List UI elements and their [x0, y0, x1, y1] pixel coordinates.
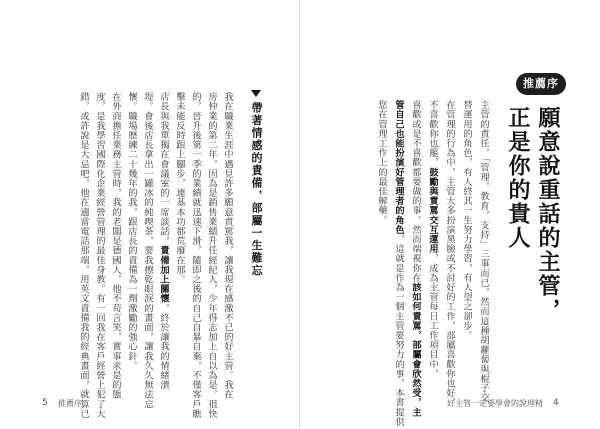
bold-phrase: 該如何責罵，部屬會欣然受，主	[410, 282, 421, 417]
text-column	[77, 92, 90, 418]
text-column	[141, 92, 154, 409]
text-segment: 喜歡或是不喜歡都要做的事。然而端視你在	[410, 100, 421, 283]
text-column	[109, 92, 122, 399]
bold-phrase: 責備加上關懷	[158, 245, 169, 304]
text-column	[173, 92, 186, 284]
text-column	[157, 92, 170, 390]
text-column	[125, 92, 138, 370]
text-segment: 擊未能反時跟上腳步，連基本功都荒廢在那。	[174, 92, 185, 284]
text-segment: 的，晉升後第一季的業績就迅速下滑，隨即之後的自己自暴自棄，不僅客戶瞧	[190, 92, 201, 419]
text-column	[392, 100, 405, 426]
text-segment: ，成為主管每日工作項目中，	[427, 253, 438, 379]
text-segment: 在管理的行為中，主管大多扮演黑臉或不討好的工作，部屬喜歡你也好，	[444, 100, 455, 408]
text-segment: ，這就是作為一個主管要努力的事，本書提供	[393, 234, 404, 427]
text-column	[477, 100, 490, 403]
text-segment: 替運用的角色，有人終其一生努力學習，有人望之卻步。	[461, 100, 472, 340]
page-number-left: 5	[42, 398, 48, 408]
bold-phrase: 管自己也能扮演好管理者的角色	[393, 100, 404, 235]
title-line-1: 願意說重話的主管，	[535, 106, 560, 322]
text-column	[205, 92, 218, 418]
section-heading: 帶著情感的責備，部屬一生難忘	[250, 102, 263, 277]
text-column	[409, 100, 422, 417]
text-segment: 主管的責任，「管理，教育，支持」三事而已，然而這種胡蘿蔔與棍子交	[478, 100, 489, 403]
text-column	[93, 92, 106, 418]
text-segment: 懷。職場歷練二十幾年的我，跟店長的責備為一劑激勵的強心針。	[126, 92, 137, 371]
text-column	[189, 92, 202, 418]
text-segment: 在外商擔任業務主管時，我的老闆是德國人，他不苟言笑，實事求是的態	[110, 92, 121, 400]
text-column	[426, 100, 439, 378]
text-segment: 店長與我單獨在會議室的一席談話，	[158, 92, 169, 246]
text-segment: 不喜歡你也罷，	[427, 100, 438, 168]
text-column	[460, 100, 473, 340]
gutter-divider	[299, 0, 300, 429]
right-body-text	[372, 100, 490, 427]
text-segment: 您在管理工作上的最佳解藥。	[376, 100, 387, 225]
text-segment: 度，是我學習國際化企業經營管理的最佳身教。有一回我在客戶經營上犯了大	[94, 92, 105, 419]
running-head-left: 推薦序	[58, 399, 82, 408]
bold-phrase: 鼓勵與責罵交互運用	[427, 167, 438, 254]
left-body-text	[78, 92, 234, 419]
text-column	[443, 100, 456, 407]
triangle-bullet-icon	[251, 90, 261, 97]
running-head-right: 好主管一定要學會的說理精	[447, 399, 543, 408]
text-segment: 錯，或許說是大忌吧，他在適當電話那端，用英文責備我的經典畫面，就算已	[78, 92, 89, 419]
text-column	[375, 100, 388, 225]
page-number-right: 4	[553, 398, 559, 408]
text-segment: 我在職業生涯中遇見許多願意責罵我，讓我現在感激不已的好主管。我在	[222, 92, 233, 400]
text-column	[221, 92, 234, 399]
title-line-2: 正是你的貴人	[505, 106, 530, 250]
preface-badge: 推薦序	[516, 73, 566, 95]
text-segment: ，終於讓我的情緒潰	[158, 303, 169, 390]
text-segment: 堤。會後店長拿出一罐冰的純喫茶，要我擦乾眼淚的畫面，讓我久久無法忘	[142, 92, 153, 409]
text-segment: 房仲業的第二年，因為是銷售業績升任經紀人，少年得志加上自以為是，很快	[206, 92, 217, 419]
